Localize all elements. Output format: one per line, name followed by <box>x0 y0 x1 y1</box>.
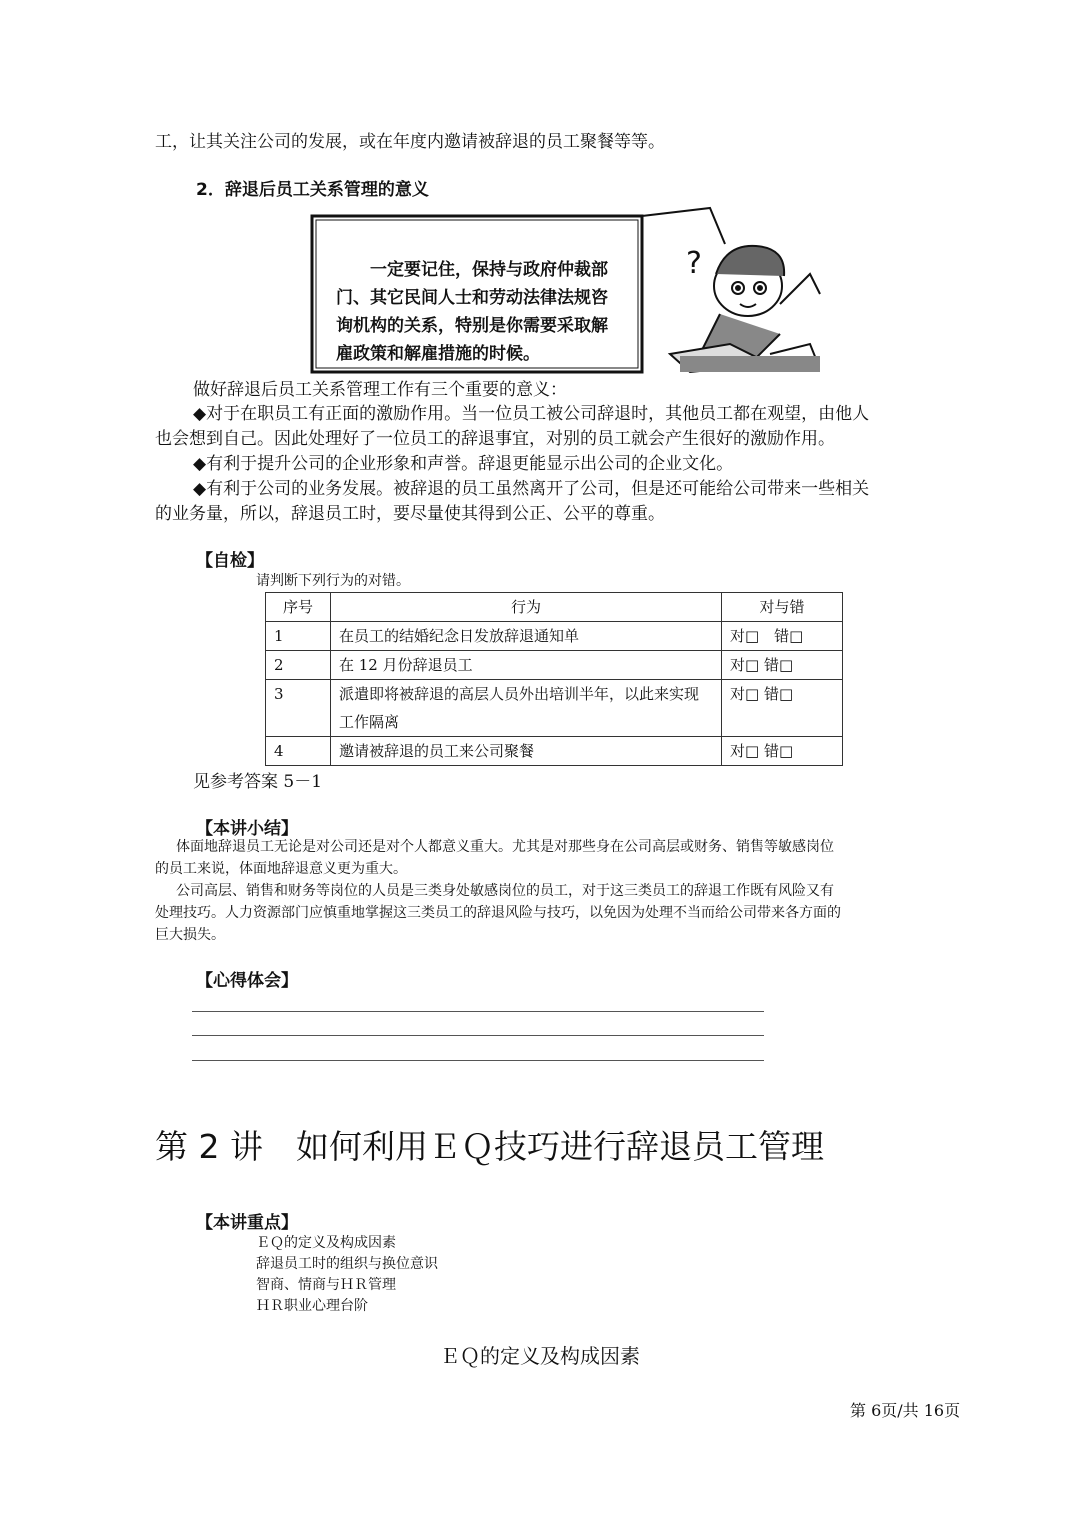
summary-p1-line1: 体面地辞退员工无论是对公司还是对个人都意义重大。尤其是对那些身在公司高层或财务、销售等敏感岗位 <box>176 839 834 855</box>
key-point: 辞退员工时的组织与换位意识 <box>256 1256 438 1272</box>
meaning-item-1-cont: 也会想到自己。因此处理好了一位员工的辞退事宜，对别的员工就会产生很好的激励作用。 <box>155 429 835 449</box>
table-row <box>266 737 843 766</box>
row-answer-checkboxes[interactable]: 对□ 错□ <box>722 651 843 680</box>
self-check-heading: 【自检】 <box>196 551 264 571</box>
reflection-line[interactable] <box>192 1060 764 1061</box>
key-point: ＥＱ的定义及构成因素 <box>256 1235 396 1251</box>
table-row <box>266 622 843 651</box>
column-header: 序号 <box>266 593 331 622</box>
section-subheading: ＥＱ的定义及构成因素 <box>440 1344 640 1368</box>
meaning-item-2: ◆有利于提升公司的企业形象和声誉。辞退更能显示出公司的企业文化。 <box>193 454 734 474</box>
self-check-instruction: 请判断下列行为的对错。 <box>256 573 410 589</box>
comic-caption-line: 雇政策和解雇措施的时候。 <box>336 344 540 364</box>
summary-p2-line3: 巨大损失。 <box>155 927 225 943</box>
row-number: 2 <box>266 651 331 680</box>
lecture-title: 第 2 讲 如何利用ＥＱ技巧进行辞退员工管理 <box>155 1127 824 1166</box>
key-points-heading: 【本讲重点】 <box>196 1213 298 1233</box>
reflection-line[interactable] <box>192 1011 764 1012</box>
meaning-item-1: ◆对于在职员工有正面的激励作用。当一位员工被公司辞退时，其他员工都在观望，由他人 <box>193 404 870 424</box>
summary-p1-line2: 的员工来说，体面地辞退意义更为重大。 <box>155 861 407 877</box>
section-heading: 2．辞退后员工关系管理的意义 <box>196 180 429 200</box>
table-row <box>266 651 843 680</box>
meaning-lead: 做好辞退后员工关系管理工作有三个重要的意义： <box>193 380 567 400</box>
meaning-item-3-cont: 的业务量，所以，辞退员工时，要尽量使其得到公正、公平的尊重。 <box>155 504 665 524</box>
comic-caption-line: 一定要记住，保持与政府仲裁部 <box>370 260 608 280</box>
key-point: ＨＲ职业心理台阶 <box>256 1298 368 1314</box>
table-row <box>266 680 843 737</box>
summary-p2-line2: 处理技巧。人力资源部门应慎重地掌握这三类员工的辞退风险与技巧，以免因为处理不当而给公司带来各方面的 <box>155 905 841 921</box>
column-header: 行为 <box>331 593 722 622</box>
comic-caption <box>336 256 636 368</box>
self-check-table <box>265 592 843 766</box>
summary-p2-line1: 公司高层、销售和财务等岗位的人员是三类身处敏感岗位的员工，对于这三类员工的辞退工作既有风险又有 <box>176 883 834 899</box>
row-number: 4 <box>266 737 331 766</box>
column-header: 对与错 <box>722 593 843 622</box>
row-number: 3 <box>266 680 331 737</box>
row-answer-checkboxes[interactable]: 对□ 错□ <box>722 737 843 766</box>
row-answer-checkboxes[interactable]: 对□ 错□ <box>722 622 843 651</box>
meaning-item-3: ◆有利于公司的业务发展。被辞退的员工虽然离开了公司，但是还可能给公司带来一些相关 <box>193 479 870 499</box>
reflection-line[interactable] <box>192 1035 764 1036</box>
row-behavior: 派遣即将被辞退的高层人员外出培训半年，以此来实现工作隔离 <box>331 680 722 737</box>
reflection-heading: 【心得体会】 <box>196 971 298 991</box>
row-behavior: 邀请被辞退的员工来公司聚餐 <box>331 737 722 766</box>
comic-illustration <box>310 204 822 374</box>
row-behavior: 在 12 月份辞退员工 <box>331 651 722 680</box>
table-header-row <box>266 593 843 622</box>
page-number: 第 6页/共 16页 <box>850 1401 961 1420</box>
summary-heading: 【本讲小结】 <box>196 819 298 839</box>
key-point: 智商、情商与ＨＲ管理 <box>256 1277 396 1293</box>
comic-caption-line: 门、其它民间人士和劳动法律法规咨 <box>336 288 608 308</box>
answer-reference: 见参考答案 5－1 <box>193 772 323 792</box>
intro-line: 工，让其关注公司的发展，或在年度内邀请被辞退的员工聚餐等等。 <box>155 132 665 152</box>
row-behavior: 在员工的结婚纪念日发放辞退通知单 <box>331 622 722 651</box>
comic-caption-line: 询机构的关系，特别是你需要采取解 <box>336 316 608 336</box>
row-number: 1 <box>266 622 331 651</box>
row-answer-checkboxes[interactable]: 对□ 错□ <box>722 680 843 737</box>
question-mark: ? <box>686 246 702 281</box>
